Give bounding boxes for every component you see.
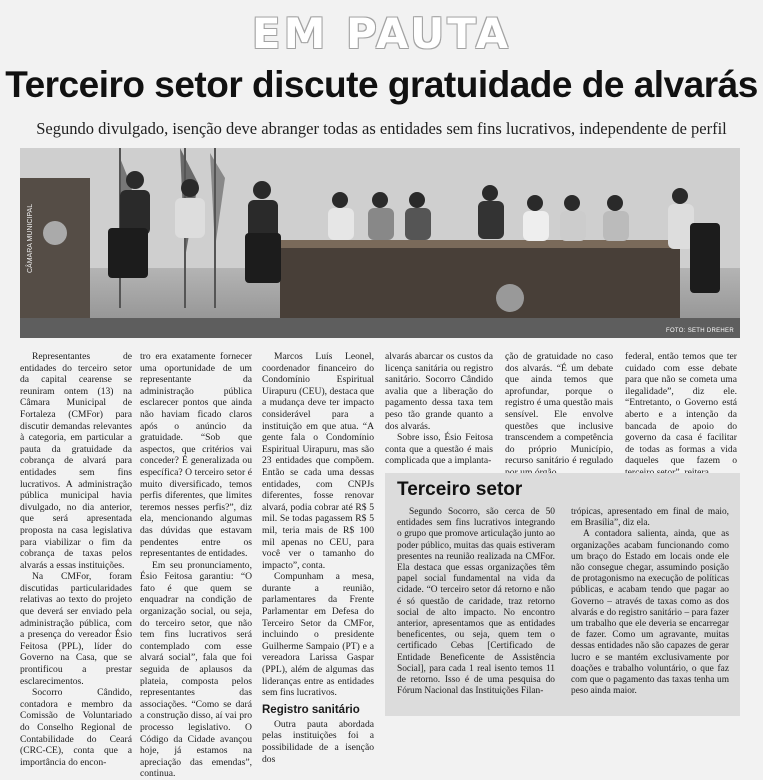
paragraph: ção de gratuidade no caso dos alvarás. “É um debate que ainda temos que aprofundar, porque o registro é uma questão mais sensível. Ele envolve questões que inclusive transcendem a competência do próprio Município, recurso sanitário é regulado bbox=[505, 351, 613, 467]
paragraph: Na CMFor, foram discutidas particularidades relativas ao texto do projeto que deverá ser enviado pela administração pública, com a presença do vereador Ésio Feitosa (PPL), líder do Governo na Casa, que se prontificou a prestar esclarecimentos. bbox=[20, 571, 132, 687]
section-subtitle: Registro sanitário bbox=[262, 703, 360, 716]
paragraph: Segundo Socorro, são cerca de 50 entidades sem fins lucrativos integrando o grupo que promove articulação junto ao poder público, muitas das quais estiveram presentes na reunião realizada na CMFor. Ela destaca que essas organizações têm papel social fundamental na vida da cidade. “O terceiro setor dá retorno e não é só questão de caridade, traz retorno social de alto impacto. No encontro anterior, apresentamos que as entidades beneficentes, ou seja, quem tem o certificado Cebas [Certificado de Entidade Beneficente de Assistência Social], para cada 1 real isento temos 11 de retorno. Isso é de uma pesquisa do Fórum Nacional das Instituições Filan- bbox=[397, 507, 555, 697]
article-photo bbox=[20, 148, 740, 338]
article-column-6 bbox=[625, 351, 737, 479]
subheadline: Segundo divulgado, isenção deve abranger todas as entidades sem fins lucrativos, independente de perfil bbox=[36, 119, 727, 138]
section-kicker: EM PAUTA bbox=[251, 9, 512, 58]
photo-credit: FOTO: SETH DREHER bbox=[666, 328, 734, 334]
article-column-4 bbox=[385, 351, 493, 467]
box-column-right bbox=[571, 507, 729, 697]
paragraph: Em seu pronunciamento, Ésio Feitosa garantiu: “O fato é que quem se enquadrar na condição de organização social, ou seja, do terceiro setor, que não tem fins lucrativos será contemplado com esse alvará social”, fala que foi seguida de aplausos da plateia, composta pelos representantes das associações. “Como se dará a construção disso, aí vai pro processo legislativo. O Código da Cidade avançou hoje, já estamos na apreciação das emendas”, continua. bbox=[140, 559, 252, 780]
paragraph: Sobre isso, Ésio Feitosa conta que a questão é mais complicada que a implanta- bbox=[385, 432, 493, 467]
paragraph: federal, então temos que ter cuidado com esse debate para que não se cometa uma ilegalidade”, diz ele. “Entretanto, o Governo está aberto e a intenção da bancada de apoio do governo da casa é facilitar de todas as formas a vida daqueles que fazem o bbox=[625, 351, 737, 467]
paragraph: alvarás abarcar os custos da licença sanitária ou registro sanitário. Socorro Cândido avalia que a liberação do pagamento dessa taxa tem peso tão grande quanto a dos alvarás. bbox=[385, 351, 493, 432]
meeting-illustration bbox=[20, 148, 740, 338]
sidebar-box bbox=[385, 473, 740, 716]
paragraph: Outra pauta abordada pelas instituições foi a possibilidade de a isenção dos bbox=[262, 718, 374, 765]
paragraph: tro era exatamente fornecer uma oportunidade de um representante da administração pública esclarecer pontos que ainda não haviam ficado claros após o anúncio da gratuidade. “Sob que aspectos, que critérios vai conceder? É generalizada ou específica? O terceiro setor é muito diversificado, temos perfis diferentes, que limites teremos nesses perfis?”, diz ela, mencionando algumas das dúvidas que estavam pendentes entre os representantes de entidades. bbox=[140, 351, 252, 560]
article-column-3 bbox=[262, 351, 374, 765]
box-column-left bbox=[397, 507, 555, 697]
box-title: Terceiro setor bbox=[397, 479, 523, 500]
article-column-5 bbox=[505, 351, 613, 479]
article-column-1 bbox=[20, 351, 132, 768]
headline: Terceiro setor discute gratuidade de alvarás bbox=[5, 64, 758, 105]
paragraph: A contadora salienta, ainda, que as organizações acabam funcionando como um braço do Estado em locais onde ele não consegue chegar, assumindo posição de protagonismo na execução de políticas públicas, e acabam tendo que pagar ao Governo – através de taxas como as dos alvarás e do registro sanitário – para fazer um trabalho que ele deveria se encarregar de fazer. Como um agravante, muitas dessas entidades não são capazes de gerar lucro e se mantém exclusivamente por doações e trabalho voluntário, o que faz com que o pagamento das taxas tenha um peso ainda maior. bbox=[571, 529, 729, 697]
paragraph: Compunham a mesa, durante a reunião, parlamentares da Frente Parlamentar em Defesa do Terceiro Setor da CMFor, incluindo o presidente Guilherme Sampaio (PT) e a vereadora Larissa Gaspar (PPL), além de algumas das lideranças entre as entidades sem fins lucrativos. bbox=[262, 571, 374, 699]
paragraph: trópicas, apresentado em final de maio, em Brasília”, diz ela. bbox=[571, 507, 729, 529]
paragraph: Socorro Cândido, contadora e membro da Comissão de Voluntariado do Conselho Regional de Contabilidade do Ceará (CRC-CE), conta que a importância do encon- bbox=[20, 687, 132, 768]
paragraph: Marcos Luís Leonel, coordenador financeiro do Condomínio Espiritual Uirapuru (CEU), destaca que a mudança deve ter impacto considerável para a instituição em que atua. “A gente fala o Condomínio Espiritual Uirapuru, mas são 23 entidades que compõem. Então se cada uma dessas entidades, com CNPJs diferentes, fosse renovar alvará, podia cobrar até R$ 5 mil. Se todas pagassem R$ 5 mil, teria mais de R$ 100 mil apenas no CEU, para você ver o tamanho do impacto”, conta. bbox=[262, 351, 374, 571]
banner-text: CÂMARA MUNICIPAL bbox=[27, 203, 34, 273]
paragraph: Representantes de entidades do terceiro setor da capital cearense se reuniram ontem (13) na Câmara Municipal de Fortaleza (CMFor) para discutir demandas relevantes à categoria, em particular a pauta da gratuidade da cobrança de alvará para entidades sem fins lucrativos. A administração pública municipal havia divulgado, no dia anterior, que será apresentada proposta na casa legislativa para viabilizar o fim da cobrança de taxas pelos alvarás a essas instituições. bbox=[20, 351, 132, 571]
